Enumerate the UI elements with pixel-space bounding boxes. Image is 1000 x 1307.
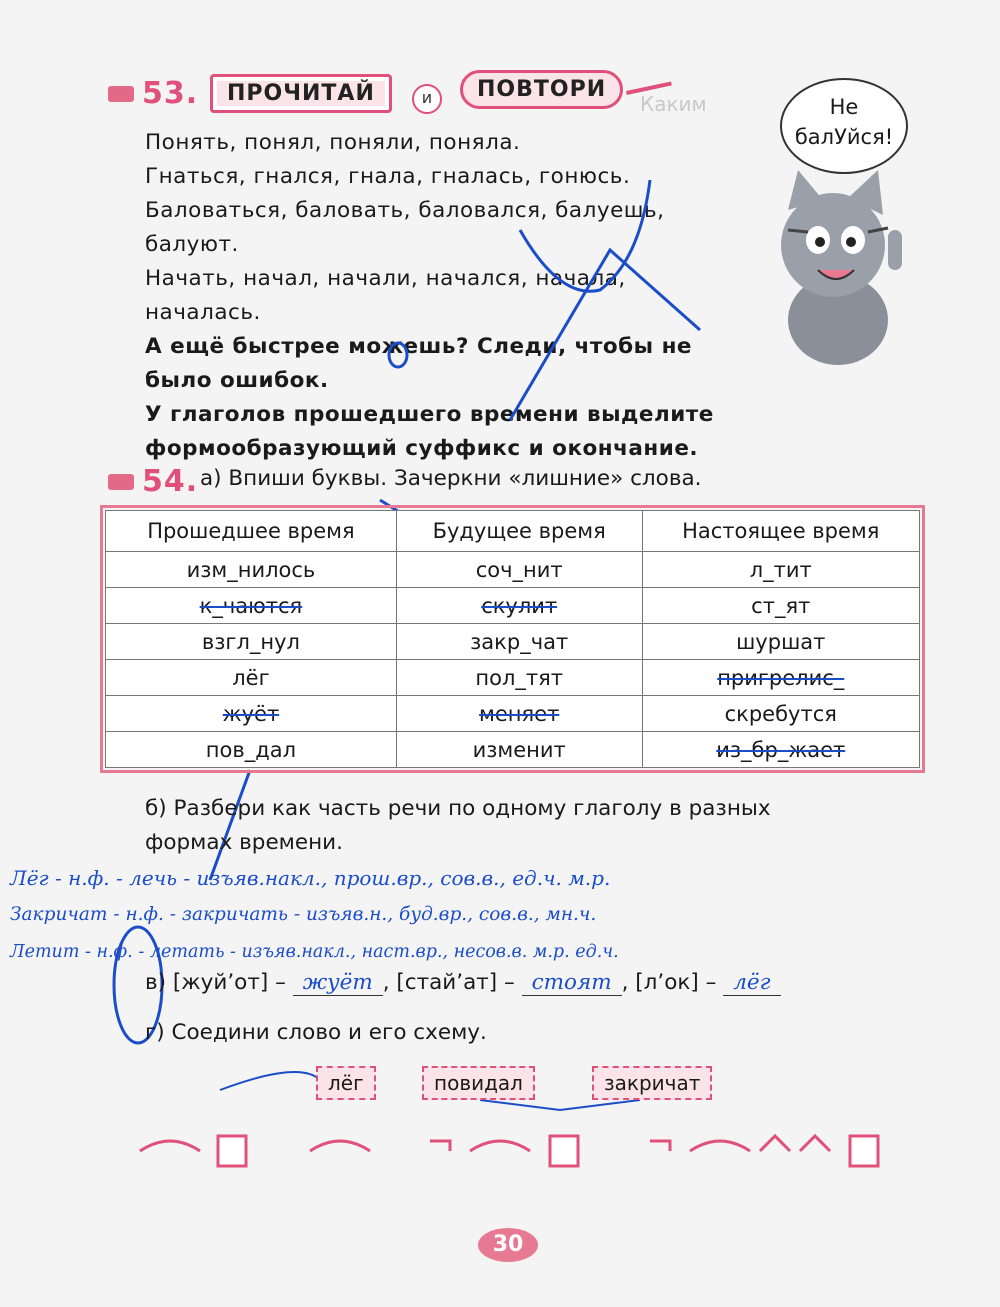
table-cell: к_чаются <box>106 588 397 624</box>
bubble-line: Не <box>829 95 859 119</box>
column-header: Настоящее время <box>642 511 920 552</box>
handwritten-answer: Лёг - н.ф. - лечь - изъяв.накл., прош.вр., сов.в., ед.ч. м.р. <box>10 866 611 890</box>
task-v-prefix: в) [жуй’от] – <box>145 970 286 995</box>
prefix-icon <box>430 1141 450 1151</box>
show-through-text: Каким <box>640 92 707 116</box>
table-cell: из_бр_жает <box>642 732 920 768</box>
task-v-answer: лёг <box>723 970 780 996</box>
table-cell: жуёт <box>106 696 397 732</box>
ex54-bullet <box>108 474 134 490</box>
suffix-icon <box>760 1136 790 1151</box>
table-cell: скребутся <box>642 696 920 732</box>
root-arc-icon <box>140 1141 200 1151</box>
word-card: закричат <box>592 1066 712 1100</box>
task-b-line: формах времени. <box>145 830 343 855</box>
table-row <box>106 588 920 624</box>
table-cell: меняет <box>396 696 642 732</box>
pen-stroke <box>220 1072 320 1090</box>
prefix-icon <box>650 1141 670 1151</box>
ex54-header <box>108 464 198 499</box>
root-arc-icon <box>690 1141 750 1151</box>
page-number: 30 <box>478 1228 538 1262</box>
pen-stroke <box>520 180 650 291</box>
ex53-line: балуют. <box>145 232 239 257</box>
task-v-separator: , [л’ок] – <box>621 970 717 995</box>
handwritten-answer: Закричат - н.ф. - закричать - изъяв.н., буд.вр., сов.в., мн.ч. <box>10 904 597 925</box>
table-row <box>106 732 920 768</box>
table-row <box>106 660 920 696</box>
word-card: лёг <box>316 1066 376 1100</box>
root-arc-icon <box>470 1141 530 1151</box>
table-row <box>106 624 920 660</box>
ex53-number: 53. <box>142 76 199 111</box>
table-cell: закр_чат <box>396 624 642 660</box>
suffix-icon <box>800 1136 830 1151</box>
pen-stroke <box>480 1100 640 1110</box>
table-cell: изм_нилось <box>106 552 397 588</box>
ex53-task-line: формообразующий суффикс и окончание. <box>145 436 699 461</box>
speech-bubble <box>780 78 908 174</box>
table-cell: соч_нит <box>396 552 642 588</box>
task-v-answer: жуёт <box>293 970 383 996</box>
badge-and: и <box>412 84 442 114</box>
ex54-task-a: а) Впиши буквы. Зачеркни «лишние» слова. <box>200 466 702 491</box>
ex53-line: Баловаться, баловать, баловался, балуешь, <box>145 198 665 223</box>
ex53-line: Понять, понял, поняли, поняла. <box>145 130 521 155</box>
ending-box-icon <box>850 1136 878 1166</box>
ex54-task-g: г) Соедини слово и его схему. <box>145 1020 487 1045</box>
ex53-task-line: У глаголов прошедшего времени выделите <box>145 402 714 427</box>
table-cell: скулит <box>396 588 642 624</box>
verb-tense-table <box>105 510 920 768</box>
table-header-row <box>106 511 920 552</box>
ex53-speed-line: А ещё быстрее можешь? Следи, чтобы не <box>145 334 693 359</box>
ex53-line: началась. <box>145 300 261 325</box>
table-row <box>106 696 920 732</box>
ending-box-icon <box>550 1136 578 1166</box>
table-cell: шуршат <box>642 624 920 660</box>
ex53-line: Начать, начал, начали, начался, начала, <box>145 266 626 291</box>
bubble-line: балУйся! <box>794 125 894 149</box>
cat-icon <box>748 170 928 370</box>
morpheme-schemas <box>130 1126 930 1176</box>
table-cell: пол_тят <box>396 660 642 696</box>
table-cell: изменит <box>396 732 642 768</box>
task-v-separator: , [стай’ат] – <box>382 970 515 995</box>
column-header: Будущее время <box>396 511 642 552</box>
pen-stroke <box>389 343 407 367</box>
root-arc-icon <box>310 1141 370 1151</box>
table-cell: пригрелис_ <box>642 660 920 696</box>
task-b-line: б) Разбери как часть речи по одному глаголу в разных <box>145 796 771 821</box>
column-header: Прошедшее время <box>106 511 397 552</box>
ending-box-icon <box>218 1136 246 1166</box>
badge-repeat: ПОВТОРИ <box>460 70 623 109</box>
pen-stroke <box>510 250 700 420</box>
badge-read: ПРОЧИТАЙ <box>210 74 392 113</box>
ex53-line: Гнаться, гнался, гнала, гналась, гонюсь. <box>145 164 631 189</box>
handwritten-answer: Летит - н.ф. - летать - изъяв.накл., наст.вр., несов.в. м.р. ед.ч. <box>10 942 619 962</box>
table-cell: лёг <box>106 660 397 696</box>
table-cell: взгл_нул <box>106 624 397 660</box>
word-card: повидал <box>422 1066 535 1100</box>
table-cell: ст_ят <box>642 588 920 624</box>
ex54-task-b <box>145 792 925 860</box>
table-cell: пов_дал <box>106 732 397 768</box>
ex54-number: 54. <box>142 464 199 499</box>
table-cell: л_тит <box>642 552 920 588</box>
ex54-task-v <box>145 970 781 995</box>
table-row <box>106 552 920 588</box>
task-v-answer: стоят <box>522 970 622 996</box>
ex53-speed-line: было ошибок. <box>145 368 329 393</box>
